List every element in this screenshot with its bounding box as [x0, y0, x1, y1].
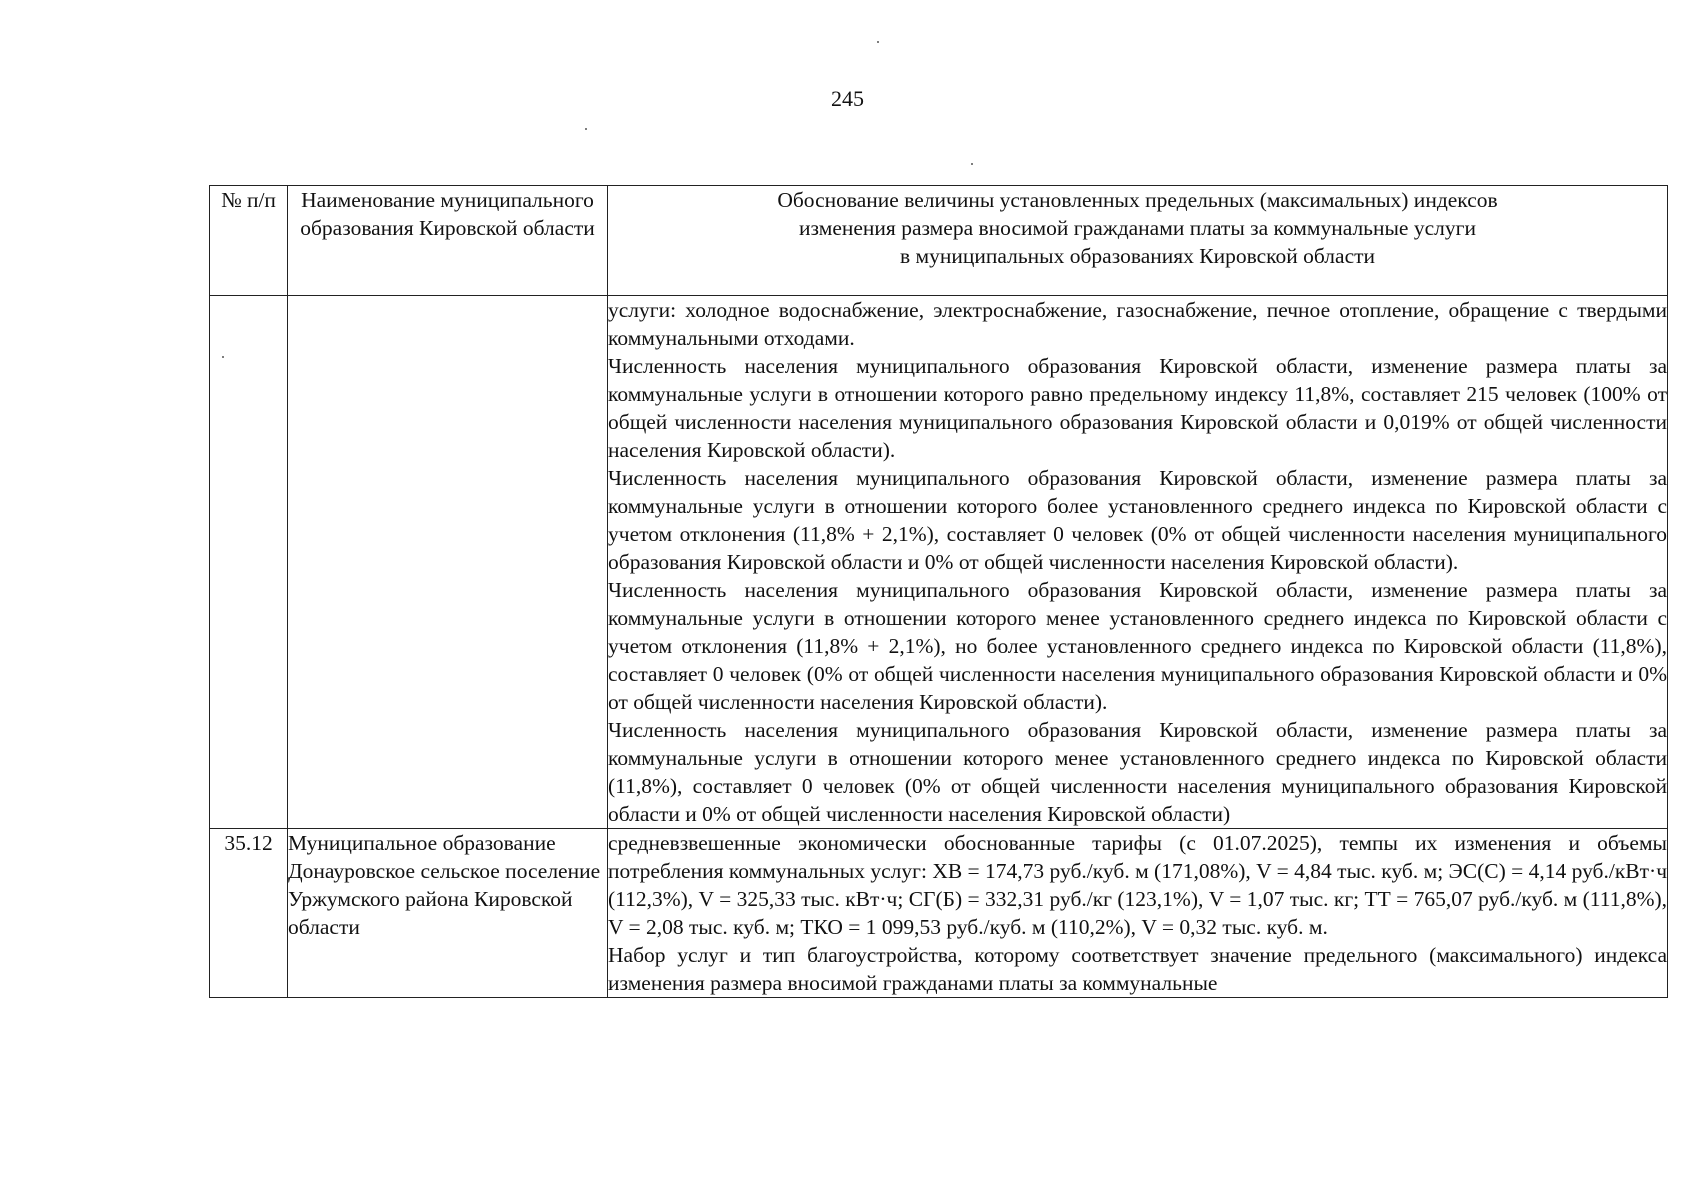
row-municipality-name	[288, 296, 608, 829]
scan-speck	[877, 41, 879, 43]
paragraph: услуги: холодное водоснабжение, электроснабжение, газоснабжение, печное отопление, обращение с твердыми коммунальными отходами.	[608, 298, 1667, 350]
paragraph: Набор услуг и тип благоустройства, которому соответствует значение предельного (максимального) индекса изменения размера вносимой гражданами платы за коммунальные	[608, 943, 1667, 995]
scan-speck	[585, 128, 587, 130]
table-row	[210, 829, 1668, 998]
scan-speck	[971, 163, 973, 165]
header-justification-line: Обоснование величины установленных предельных (максимальных) индексов	[777, 188, 1498, 212]
row-number	[210, 296, 288, 829]
header-justification	[608, 186, 1668, 296]
header-number: № п/п	[210, 186, 288, 296]
paragraph: Численность населения муниципального образования Кировской области, изменение размера платы за коммунальные услуги в отношении которого более установленного среднего индекса по Кировской области с учетом отклонения (11,8% + 2,1%), составляет 0 человек (0% от общей численности населения муниципального образования Кировской области и 0% от общей численности населения Кировской области).	[608, 466, 1667, 574]
paragraph: Численность населения муниципального образования Кировской области, изменение размера платы за коммунальные услуги в отношении которого менее установленного среднего индекса по Кировской области с учетом отклонения (11,8% + 2,1%), но более установленного среднего индекса по Кировской области (11,8%), составляет 0 человек (0% от общей численности населения муниципального образования Кировской области и 0% от общей численности населения Кировской области).	[608, 578, 1667, 714]
justification-table	[209, 185, 1668, 998]
page-number: 245	[831, 86, 864, 111]
row-justification-text	[608, 296, 1668, 829]
paragraph: Численность населения муниципального образования Кировской области, изменение размера платы за коммунальные услуги в отношении которого равно предельному индексу 11,8%, составляет 215 человек (100% от общей численности населения муниципального образования Кировской области и 0,019% от общей численности населения Кировской области).	[608, 354, 1667, 462]
paragraph: средневзвешенные экономически обоснованные тарифы (с 01.07.2025), темпы их изменения и объемы потребления коммунальных услуг: ХВ = 174,73 руб./куб. м (171,08%), V = 4,84 тыс. куб. м; ЭС(С) = 4,14 руб./кВт·ч (112,3%), V = 325,33 тыс. кВт·ч; СГ(Б) = 332,31 руб./кг (123,1%), V = 1,07 тыс. кг; ТТ = 765,07 руб./куб. м (111,8%), V = 2,08 тыс. куб. м; ТКО = 1 099,53 руб./куб. м (110,2%), V = 0,32 тыс. куб. м.	[608, 831, 1668, 939]
row-municipality-name: Муниципальное образование Донауровское сельское поселение Уржумского района Кировской области	[288, 829, 608, 998]
row-number: 35.12	[210, 829, 288, 998]
table-header-row	[210, 186, 1668, 296]
row-justification-text	[608, 829, 1668, 998]
paragraph: Численность населения муниципального образования Кировской области, изменение размера платы за коммунальные услуги в отношении которого менее установленного среднего индекса по Кировской области (11,8%), составляет 0 человек (0% от общей численности населения муниципального образования Кировской области и 0% от общей численности населения Кировской области)	[608, 718, 1667, 826]
header-municipality-name: Наименование муниципального образования Кировской области	[288, 186, 608, 296]
header-justification-line: изменения размера вносимой гражданами платы за коммунальные услуги	[799, 216, 1476, 240]
header-justification-line: в муниципальных образованиях Кировской области	[899, 244, 1376, 268]
table-row	[210, 296, 1668, 829]
